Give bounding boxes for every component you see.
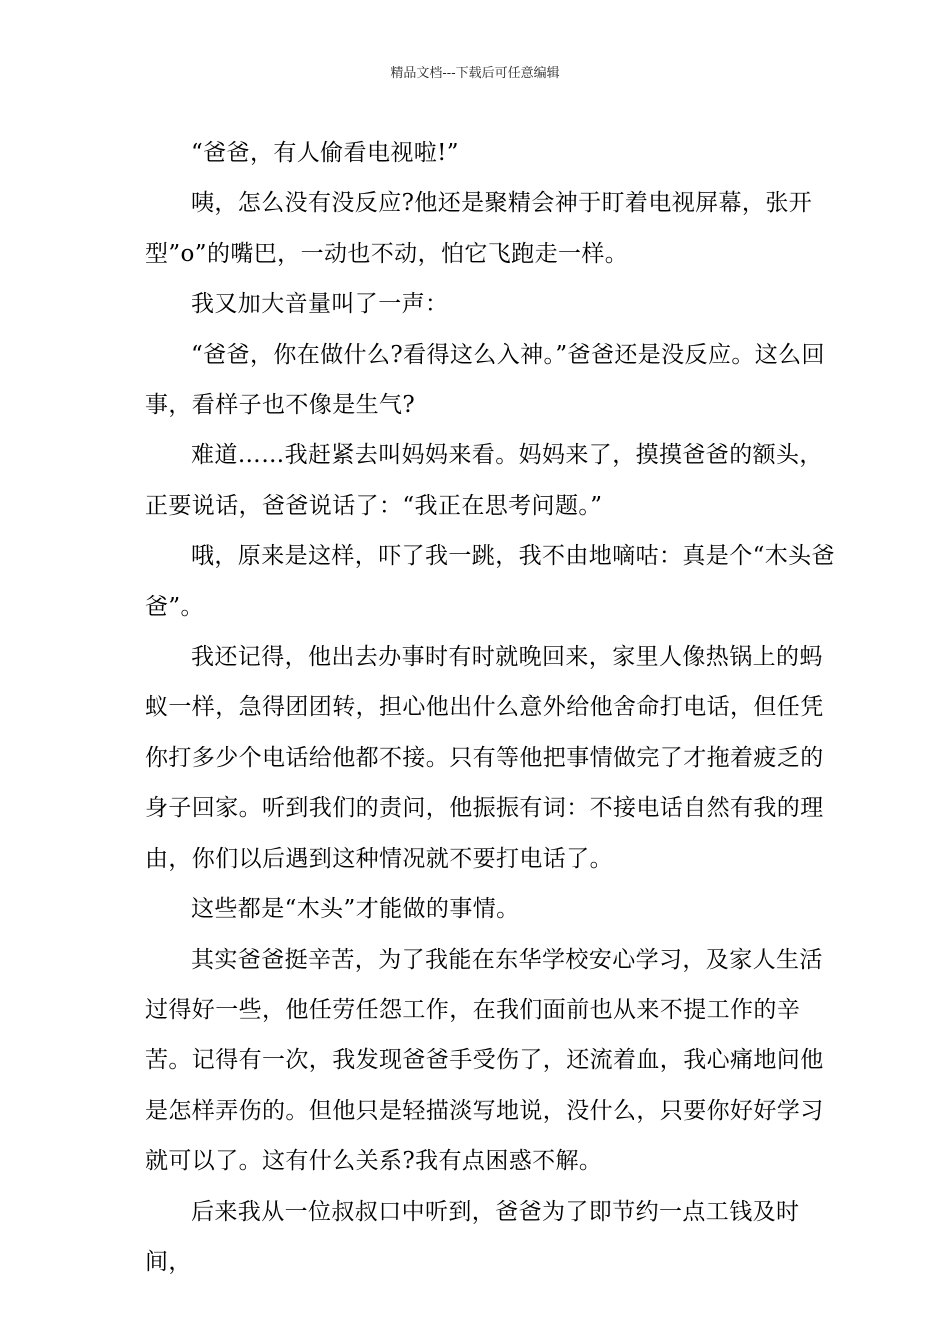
paragraph: 我又加大音量叫了一声： [191, 291, 449, 318]
paragraph: 咦，怎么没有没反应?他还是聚精会神于盯着电视屏幕，张开型”o”的嘴巴，一动也不动，怕它飞跑走一样。 [145, 190, 813, 267]
paragraph: 这些都是“木头”才能做的事情。 [191, 896, 520, 923]
paragraph: “爸爸，你在做什么?看得这么入神。”爸爸还是没反应。这么回事，看样子也不像是生气? [145, 341, 825, 419]
paragraph: 后来我从一位叔叔口中听到，爸爸为了即节约一点工钱及时间， [145, 1198, 800, 1275]
paragraph: “爸爸，有人偷看电视啦!” [191, 140, 459, 166]
document-body [145, 128, 835, 1287]
paragraph: 我还记得，他出去办事时有时就晚回来，家里人像热锅上的蚂蚁一样，急得团团转，担心他出什么意外给他舍命打电话，但任凭你打多少个电话给他都不接。只有等他把事情做完了才拖着疲乏的身子回家。听到我们的责问，他振振有词：不接电话自然有我的理由，你们以后遇到这种情况就不要打电话了。 [145, 644, 824, 872]
paragraph: 哦，原来是这样，吓了我一跳，我不由地嘀咕：真是个“木头爸爸”。 [145, 543, 835, 620]
paragraph: 其实爸爸挺辛苦，为了我能在东华学校安心学习，及家人生活过得好一些，他任劳任怨工作，在我们面前也从来不提工作的辛苦。记得有一次，我发现爸爸手受伤了，还流着血，我心痛地问他是怎样弄伤的。但他只是轻描淡写地说，没什么，只要你好好学习就可以了。这有什么关系?我有点困惑不解。 [145, 946, 824, 1175]
page-header: 精品文档---下载后可任意编辑 [390, 66, 560, 81]
paragraph: 难道……我赶紧去叫妈妈来看。妈妈来了，摸摸爸爸的额头，正要说话，爸爸说话了：“我正在思考问题。” [145, 442, 823, 519]
